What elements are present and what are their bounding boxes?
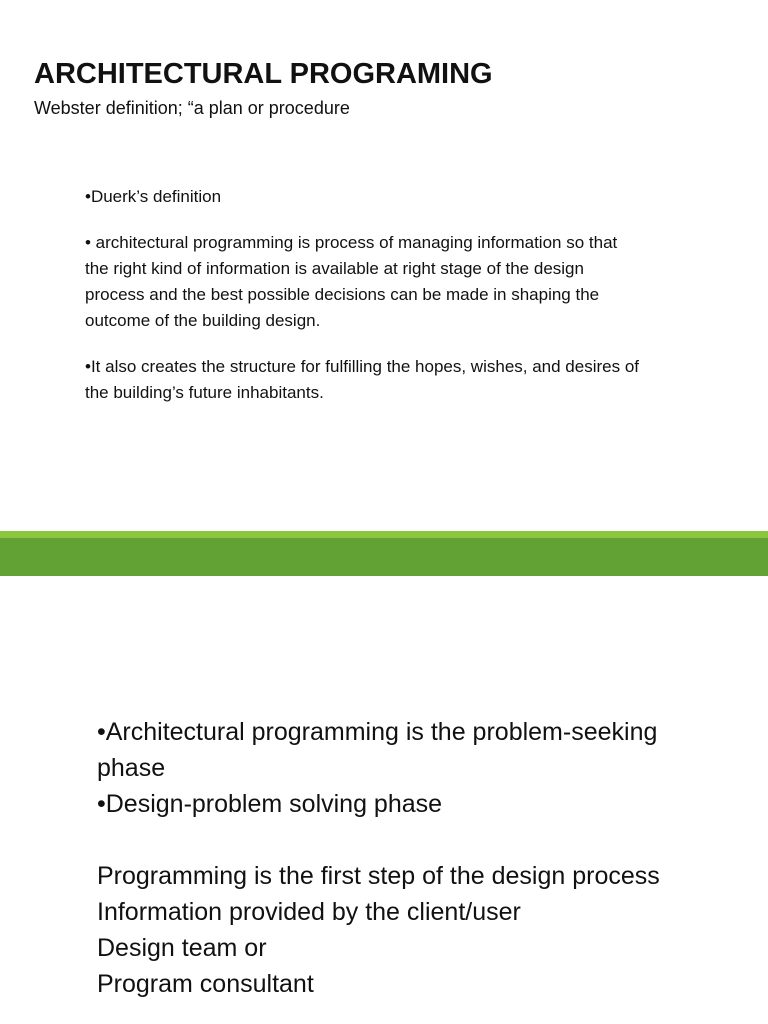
slide-divider-dark xyxy=(0,538,768,576)
bullet-item: •Architectural programming is the problem-seeking phase xyxy=(97,718,658,782)
slide-bottom xyxy=(0,576,768,1024)
bullet-item: • architectural programming is process of managing information so that the right kind of information is available at right stage of the design process and the best possible decisions can be made in shaping the outcome of the building design. xyxy=(85,233,618,330)
bullet-item: •It also creates the structure for fulfilling the hopes, wishes, and desires of the building’s future inhabitants. xyxy=(85,357,640,402)
bullet-item: •Design-problem solving phase xyxy=(97,790,443,818)
spacer xyxy=(97,822,697,858)
slide-body-2 xyxy=(97,714,697,1002)
slide-divider-light xyxy=(0,531,768,538)
slide-subtitle: Webster definition; “a plan or procedure xyxy=(34,98,350,118)
slide-body xyxy=(85,184,645,426)
bullet-item: •Duerk’s definition xyxy=(85,187,222,206)
text-line: Program consultant xyxy=(97,970,314,998)
text-line: Information provided by the client/user xyxy=(97,898,521,926)
slide-title: ARCHITECTURAL PROGRAMING xyxy=(34,58,493,90)
text-line: Programming is the first step of the design process xyxy=(97,862,660,890)
text-line: Design team or xyxy=(97,934,267,962)
